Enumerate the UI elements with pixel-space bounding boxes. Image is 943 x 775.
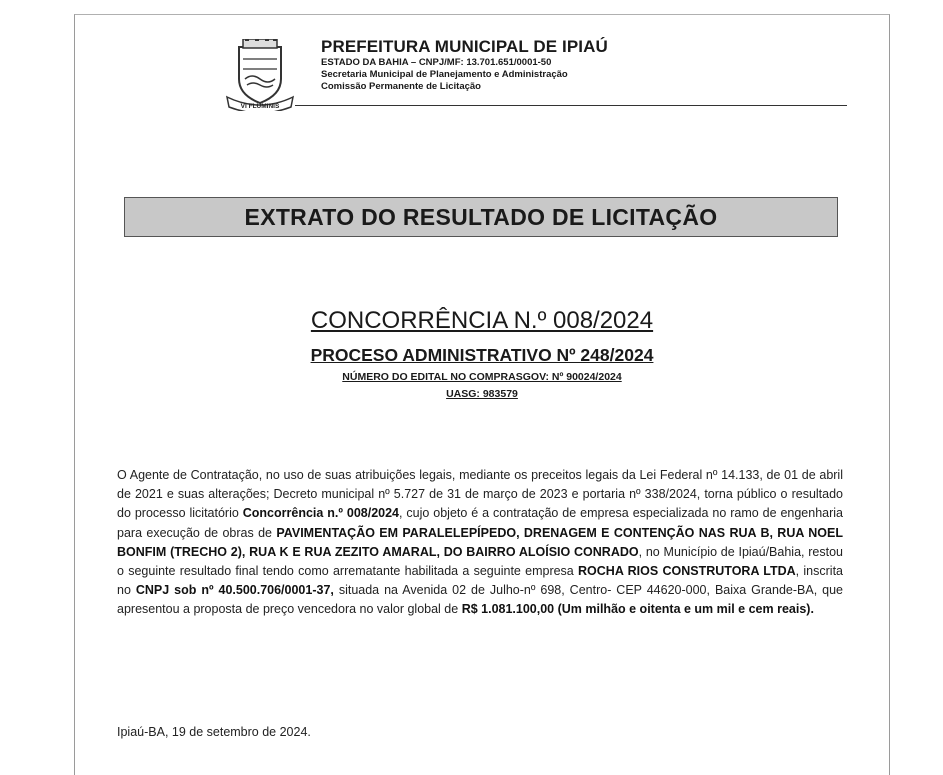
secretariat-line: Secretaria Municipal de Planejamento e Administração: [321, 69, 568, 80]
svg-text:VI FLUMINIS: VI FLUMINIS: [240, 103, 280, 110]
concorrencia-title: CONCORRÊNCIA N.º 008/2024: [310, 307, 654, 334]
letterhead-text: [321, 35, 781, 93]
bold-company: ROCHA RIOS CONSTRUTORA LTDA: [578, 564, 796, 579]
letterhead: [225, 35, 825, 115]
processo-title: PROCESO ADMINISTRATIVO Nº 248/2024: [310, 345, 654, 365]
municipal-crest-icon: [225, 39, 295, 111]
result-paragraph: O Agente de Contratação, no uso de suas atribuições legais, mediante os preceitos legais da Lei Federal nº 14.133, de 01 de abril de 2021 e suas alterações; Decreto municipal nº 5.727 de 31 de março de 2023 e portaria nº 338/2024, torna público o resultado do processo licitatório Concorrência n.º 008/2024, cujo objeto é a contratação de empresa especializada no ramo de engenharia para execução de obras de PAVIMENTAÇÃO EM PARALELEPÍPEDO, DRENAGEM E CONTENÇÃO NAS RUA B, RUA NOEL BONFIM (TRECHO 2), RUA K E RUA ZEZITO AMARAL, DO BAIRRO ALOÍSIO CONRADO, no Município de Ipiaú/Bahia, restou o seguinte resultado final tendo como arrematante habilitada a seguinte empresa ROCHA RIOS CONSTRUTORA LTDA, inscrita no CNPJ sob nº 40.500.706/0001-37, situada na Avenida 02 de Julho-nº 698, Centro- CEP 44620-000, Baixa Grande-BA, que apresentou a proposta de preço vencedora no valor global de R$ 1.081.100,00 (Um milhão e oitenta e um mil e cem reais).: [117, 468, 844, 617]
document-page: [74, 14, 890, 775]
bold-value: R$ 1.081.100,00 (Um milhão e oitenta e um mil e cem reais).: [461, 602, 814, 617]
municipality-title: PREFEITURA MUNICIPAL DE IPIAÚ: [321, 37, 608, 56]
place-date: Ipiaú-BA, 19 de setembro de 2024.: [117, 725, 311, 739]
document-banner-title: EXTRATO DO RESULTADO DE LICITAÇÃO: [124, 197, 838, 237]
commission-line: Comissão Permanente de Licitação: [321, 81, 481, 92]
edital-number: NÚMERO DO EDITAL NO COMPRASGOV: Nº 90024/2024: [342, 371, 622, 383]
bold-object: PAVIMENTAÇÃO EM PARALELEPÍPEDO, DRENAGEM E CONTENÇÃO NAS RUA B, RUA NOEL BONFIM (TRECHO 2), RUA K E RUA ZEZITO AMARAL, DO BAIRRO ALOÍSIO CONRADO: [117, 525, 843, 559]
state-cnpj-line: ESTADO DA BAHIA – CNPJ/MF: 13.701.651/0001-50: [321, 57, 552, 68]
bold-cnpj: CNPJ sob nº 40.500.706/0001-37,: [135, 583, 334, 598]
uasg-number: UASG: 983579: [446, 388, 518, 400]
bold-concorrencia: Concorrência n.º 008/2024: [242, 506, 400, 521]
header-divider: [295, 105, 847, 106]
